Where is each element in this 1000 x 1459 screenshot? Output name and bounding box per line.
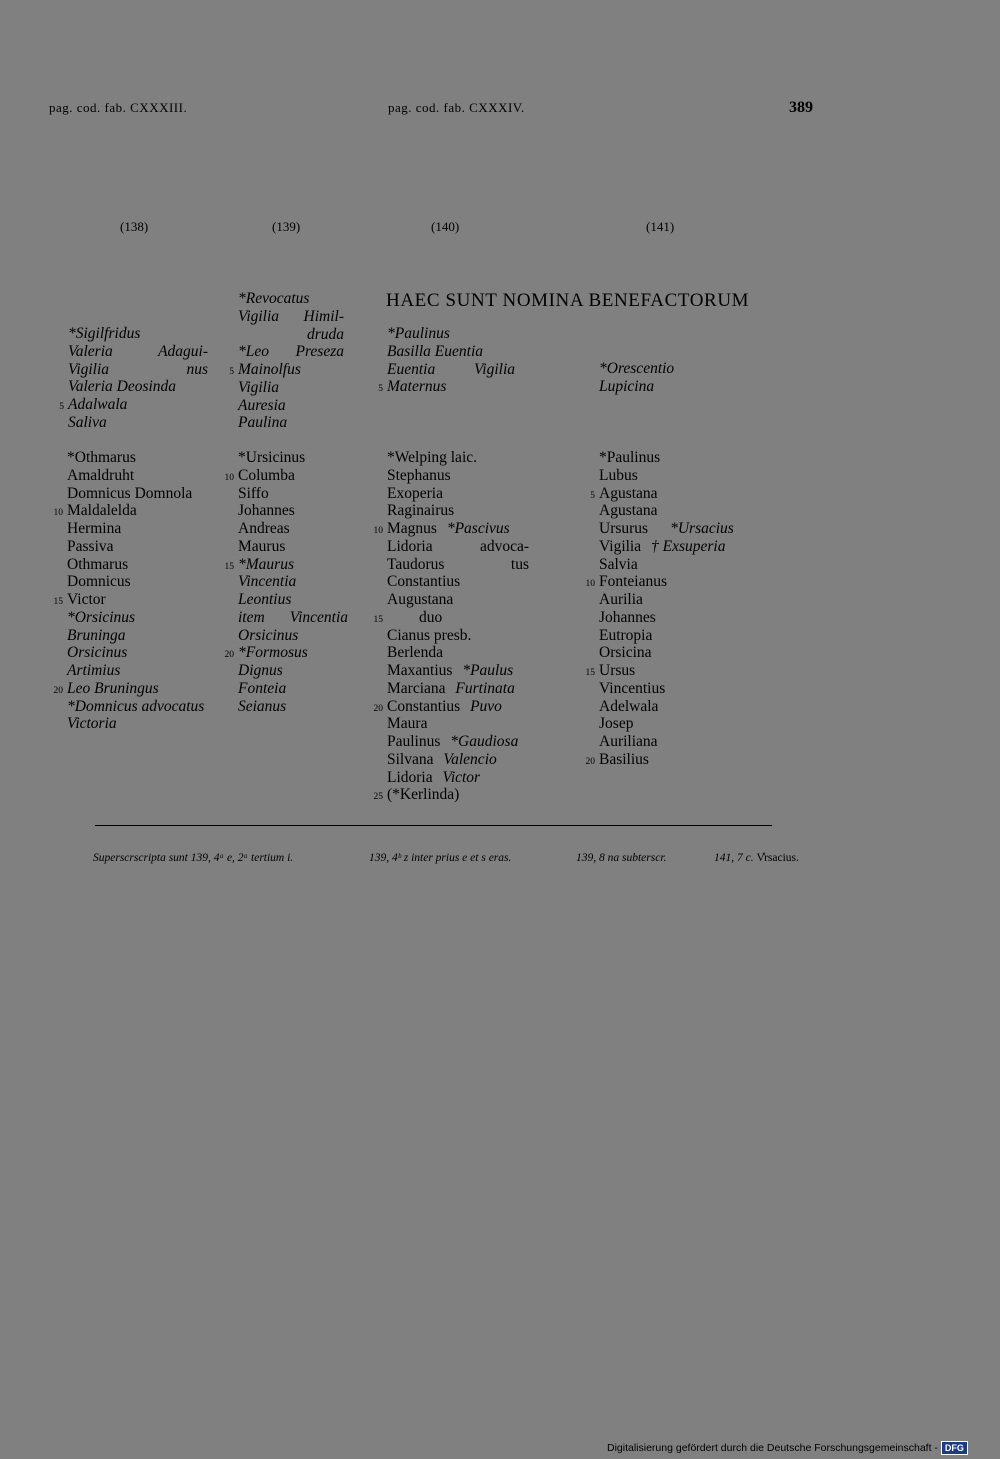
name-entry bbox=[68, 343, 208, 361]
line-number: 20 bbox=[585, 756, 595, 767]
entry-text: Saliva bbox=[68, 413, 107, 431]
entry-text: Leo Bruningus bbox=[67, 679, 159, 697]
entry-text: Basilius bbox=[599, 750, 649, 768]
name-entry bbox=[599, 502, 759, 520]
entry-text: Vincentia bbox=[238, 573, 297, 591]
name-entry bbox=[67, 520, 227, 538]
page-title: HAEC SUNT NOMINA BENEFACTORUM bbox=[386, 290, 750, 311]
name-entry bbox=[224, 555, 348, 574]
name-entry bbox=[238, 326, 344, 344]
name-entry bbox=[59, 396, 208, 414]
entry-text: Ursurus bbox=[599, 520, 649, 537]
entry-text: Constantius bbox=[387, 697, 461, 715]
name-entry bbox=[224, 466, 348, 485]
entry-text: Exoperia bbox=[387, 484, 443, 502]
line-number: 10 bbox=[373, 526, 383, 536]
entry-text: Agustana bbox=[599, 502, 658, 520]
name-entry bbox=[229, 361, 344, 379]
name-entry bbox=[387, 769, 529, 787]
name-entry bbox=[599, 733, 759, 751]
entry-text: Lidoria bbox=[387, 768, 433, 786]
column-138-block-2 bbox=[53, 449, 227, 733]
entry-text: Basilla Euentia bbox=[387, 342, 484, 360]
entry-right-text: Preseza bbox=[295, 343, 344, 361]
name-entry bbox=[599, 360, 749, 378]
footnote-3: 139, 8 na subterscr. bbox=[576, 852, 667, 864]
entry-text: Hermina bbox=[67, 520, 122, 537]
entry-text: *Leo bbox=[238, 343, 269, 361]
name-entry bbox=[67, 644, 227, 662]
name-entry bbox=[238, 502, 348, 520]
name-entry bbox=[599, 644, 759, 662]
name-entry bbox=[585, 662, 759, 680]
name-entry bbox=[387, 343, 515, 361]
entry-text: Fonteianus bbox=[599, 573, 668, 591]
entry-text: Vigilia bbox=[68, 360, 110, 378]
entry-text: Domnicus Domnola bbox=[67, 484, 193, 502]
entry-right-text: Vigilia bbox=[473, 360, 515, 378]
entry-addition: *Gaudiosa bbox=[450, 733, 519, 750]
name-entry bbox=[238, 573, 348, 591]
line-number: 20 bbox=[53, 685, 63, 696]
entry-text: Valeria Deosinda bbox=[68, 378, 177, 396]
entry-text: *Sigilfridus bbox=[68, 325, 141, 342]
entry-text: Paulina bbox=[238, 414, 288, 432]
name-entry bbox=[67, 467, 227, 485]
line-number: 10 bbox=[585, 579, 595, 590]
name-entry bbox=[238, 591, 348, 609]
entry-text: Andreas bbox=[238, 520, 290, 537]
entry-text: Orsicinus bbox=[67, 644, 128, 662]
line-number: 15 bbox=[585, 668, 595, 678]
entry-addition: Furtinata bbox=[455, 679, 515, 697]
entry-text: Josep bbox=[599, 715, 634, 733]
entry-text: Dignus bbox=[238, 662, 283, 679]
entry-text: Auriliana bbox=[599, 733, 658, 750]
name-entry bbox=[238, 520, 348, 538]
entry-text: Magnus bbox=[387, 520, 437, 537]
entry-text: Victoria bbox=[67, 715, 117, 733]
name-entry bbox=[599, 627, 759, 645]
entry-text: Vigilia bbox=[238, 378, 280, 396]
name-entry bbox=[387, 662, 529, 680]
entry-text: Lidoria bbox=[387, 537, 433, 555]
name-entry bbox=[387, 467, 529, 485]
line-number: 20 bbox=[224, 650, 234, 661]
name-entry bbox=[387, 502, 529, 520]
entry-text: Maura bbox=[387, 715, 428, 733]
entry-text: Taudorus bbox=[387, 555, 445, 573]
name-entry bbox=[599, 609, 759, 627]
name-entry bbox=[387, 751, 529, 769]
name-entry bbox=[238, 343, 344, 361]
name-entry bbox=[387, 733, 529, 751]
name-entry bbox=[67, 662, 227, 680]
dfg-logo: DFG bbox=[941, 1441, 968, 1455]
column-number-138: (138) bbox=[120, 219, 149, 234]
line-number: 15 bbox=[373, 614, 383, 625]
entry-addition: *Ursacius bbox=[670, 520, 734, 537]
column-139-block-2 bbox=[224, 449, 348, 715]
name-entry bbox=[387, 449, 529, 467]
footnote-2: 139, 4ᵇ z inter prius e et s eras. bbox=[369, 852, 512, 864]
entry-text: Vincentius bbox=[599, 679, 666, 697]
line-number: 25 bbox=[373, 792, 383, 803]
entry-right-text: Himil- bbox=[303, 307, 344, 325]
entry-text: Constantius bbox=[387, 573, 461, 591]
entry-text: Aurilia bbox=[599, 591, 643, 608]
entry-text: Adalwala bbox=[68, 396, 128, 413]
entry-addition: Valencio bbox=[443, 750, 497, 768]
entry-text: Stephanus bbox=[387, 466, 451, 484]
line-number: 15 bbox=[224, 561, 234, 572]
entry-addition: *Paulus bbox=[462, 662, 514, 679]
line-number: 15 bbox=[53, 597, 63, 607]
name-entry bbox=[68, 325, 208, 343]
name-entry bbox=[585, 573, 759, 591]
line-number: 20 bbox=[373, 703, 383, 714]
name-entry bbox=[67, 715, 227, 733]
name-entry bbox=[67, 573, 227, 591]
name-entry bbox=[238, 627, 348, 645]
name-entry bbox=[238, 414, 344, 432]
column-141-block-2 bbox=[585, 449, 759, 769]
entry-right-text: nus bbox=[186, 360, 208, 378]
name-entry bbox=[238, 609, 348, 627]
digitization-credit bbox=[607, 1441, 968, 1455]
name-entry bbox=[238, 680, 348, 698]
name-entry bbox=[599, 591, 759, 609]
entry-text: Columba bbox=[238, 466, 295, 484]
column-number-139: (139) bbox=[272, 219, 301, 234]
entry-addition: Victor bbox=[442, 768, 481, 786]
entry-text: Maternus bbox=[387, 378, 447, 396]
entry-text: Maurus bbox=[238, 537, 286, 555]
name-entry bbox=[387, 591, 529, 609]
column-141-block-1 bbox=[599, 360, 749, 396]
name-entry bbox=[67, 698, 227, 716]
name-entry bbox=[67, 449, 227, 467]
entry-right-text: advoca- bbox=[479, 537, 529, 555]
entry-addition: Puvo bbox=[470, 697, 502, 715]
name-entry bbox=[238, 485, 348, 503]
name-entry bbox=[387, 573, 529, 591]
entry-text: Ursus bbox=[599, 662, 636, 679]
name-entry bbox=[238, 538, 348, 556]
name-entry bbox=[67, 538, 227, 556]
entry-right-text: druda bbox=[306, 325, 344, 343]
name-entry bbox=[238, 449, 348, 467]
column-140-block-2 bbox=[373, 449, 529, 804]
entry-text: Orsicinus bbox=[238, 626, 299, 644]
entry-right-text: tus bbox=[510, 555, 529, 573]
entry-text: *Orescentio bbox=[599, 360, 675, 377]
entry-text: Johannes bbox=[238, 502, 295, 520]
entry-text: Euentia bbox=[387, 360, 436, 378]
name-entry bbox=[599, 680, 759, 698]
name-entry bbox=[53, 679, 227, 698]
line-number: 5 bbox=[59, 402, 64, 412]
name-entry bbox=[373, 697, 529, 716]
name-entry bbox=[68, 361, 208, 379]
name-entry bbox=[585, 750, 759, 769]
name-entry bbox=[599, 538, 759, 556]
name-entry bbox=[67, 609, 227, 627]
entry-text: Maxantius bbox=[387, 662, 453, 679]
entry-text: Orsicina bbox=[599, 644, 652, 662]
entry-text: Vigilia bbox=[599, 537, 642, 555]
entry-text: Fonteia bbox=[238, 679, 287, 697]
entry-text: Paulinus bbox=[387, 733, 441, 750]
entry-text: Lubus bbox=[599, 466, 638, 484]
entry-text: *Ursicinus bbox=[238, 449, 306, 466]
name-entry bbox=[387, 680, 529, 698]
line-number: 10 bbox=[53, 508, 63, 519]
name-entry bbox=[387, 715, 529, 733]
name-entry bbox=[373, 608, 529, 627]
name-entry bbox=[378, 378, 515, 396]
column-number-141: (141) bbox=[646, 219, 675, 234]
entry-text: Agustana bbox=[599, 484, 658, 502]
entry-text: Lupicina bbox=[599, 377, 655, 395]
name-entry bbox=[387, 485, 529, 503]
name-entry bbox=[238, 698, 348, 716]
entry-text: Artimius bbox=[67, 662, 121, 679]
name-entry bbox=[53, 502, 227, 520]
entry-text: *Domnicus advocatus bbox=[67, 697, 205, 715]
entry-text: duo bbox=[419, 608, 443, 626]
footnote-1: Superscrscripta sunt 139, 4ᵃ e, 2ᵃ tertium i. bbox=[93, 852, 294, 864]
entry-text: Salvia bbox=[599, 555, 638, 573]
footnote-4 bbox=[714, 852, 799, 864]
name-entry bbox=[387, 644, 529, 662]
column-138-block-1 bbox=[59, 325, 208, 432]
entry-text: Mainolfus bbox=[238, 361, 301, 378]
entry-text: Amaldruht bbox=[67, 466, 135, 484]
name-entry bbox=[67, 485, 227, 503]
name-entry bbox=[599, 698, 759, 716]
header-center: pag. cod. fab. CXXXIV. bbox=[388, 100, 525, 115]
entry-right-text: Adagui- bbox=[158, 342, 208, 360]
name-entry bbox=[387, 361, 515, 379]
name-entry bbox=[68, 414, 208, 432]
column-number-140: (140) bbox=[431, 219, 460, 234]
entry-addition: *Pascivus bbox=[446, 520, 510, 537]
page-number: 389 bbox=[789, 99, 813, 116]
entry-text: *Paulinus bbox=[599, 449, 661, 466]
entry-text: Seianus bbox=[238, 697, 287, 715]
column-139-block-1 bbox=[229, 290, 344, 432]
entry-text: (*Kerlinda) bbox=[387, 786, 460, 804]
entry-text: Siffo bbox=[238, 484, 269, 502]
entry-text: *Welping laic. bbox=[387, 449, 478, 466]
name-entry bbox=[373, 786, 529, 804]
entry-text: Passiva bbox=[67, 537, 114, 555]
entry-text: Leontius bbox=[238, 591, 292, 608]
name-entry bbox=[599, 520, 759, 538]
entry-text: Auresia bbox=[238, 396, 286, 414]
name-entry bbox=[599, 467, 759, 485]
name-entry bbox=[67, 556, 227, 574]
entry-addition: † Exsuperia bbox=[651, 537, 726, 555]
name-entry bbox=[68, 378, 208, 396]
entry-text: Marciana bbox=[387, 679, 446, 697]
entry-text: Augustana bbox=[387, 591, 454, 608]
entry-text: *Revocatus bbox=[238, 290, 310, 307]
footnote-4-ref: 141, 7 c. bbox=[714, 852, 754, 864]
entry-right-text: Vincentia bbox=[289, 608, 348, 626]
name-entry bbox=[599, 378, 749, 396]
footnote-4-term: V̊rsacius. bbox=[756, 852, 799, 864]
entry-text: *Maurus bbox=[238, 555, 294, 573]
entry-text: Eutropia bbox=[599, 626, 653, 644]
entry-text: Domnicus bbox=[67, 573, 131, 591]
entry-text: Raginairus bbox=[387, 502, 455, 520]
name-entry bbox=[238, 662, 348, 680]
entry-text: *Formosus bbox=[238, 644, 308, 662]
line-number: 10 bbox=[224, 472, 234, 483]
name-entry bbox=[53, 591, 227, 609]
name-entry bbox=[373, 520, 529, 538]
name-entry bbox=[387, 538, 529, 556]
entry-text: Berlenda bbox=[387, 644, 443, 662]
line-number: 5 bbox=[229, 367, 234, 377]
credit-text: Digitalisierung gefördert durch die Deutsche Forschungsgemeinschaft - bbox=[607, 1442, 938, 1454]
entry-text: *Othmarus bbox=[67, 449, 136, 466]
entry-text: Adelwala bbox=[599, 697, 659, 715]
entry-text: Silvana bbox=[387, 750, 434, 768]
name-entry bbox=[224, 644, 348, 662]
column-140-block-1 bbox=[378, 325, 515, 396]
name-entry bbox=[67, 627, 227, 645]
footnote-rule bbox=[95, 825, 772, 826]
name-entry bbox=[238, 308, 344, 326]
entry-text: Bruninga bbox=[67, 626, 126, 644]
name-entry bbox=[238, 290, 344, 308]
name-entry bbox=[590, 484, 759, 503]
header-left: pag. cod. fab. CXXXIII. bbox=[49, 100, 188, 115]
entry-text: Johannes bbox=[599, 608, 656, 626]
entry-text: *Paulinus bbox=[387, 325, 450, 342]
name-entry bbox=[599, 556, 759, 574]
line-number: 5 bbox=[590, 490, 595, 501]
name-entry bbox=[238, 397, 344, 415]
entry-text: Othmarus bbox=[67, 555, 129, 573]
entry-text: *Orsicinus bbox=[67, 608, 136, 626]
line-number: 5 bbox=[378, 384, 383, 395]
name-entry bbox=[387, 556, 529, 574]
entry-text: Valeria bbox=[68, 342, 113, 360]
entry-text: Vigilia bbox=[238, 307, 280, 325]
name-entry bbox=[238, 379, 344, 397]
entry-text: Victor bbox=[67, 591, 106, 608]
entry-text: Maldalelda bbox=[67, 502, 137, 520]
name-entry bbox=[599, 715, 759, 733]
name-entry bbox=[387, 627, 529, 645]
name-entry bbox=[387, 325, 515, 343]
entry-text: item bbox=[238, 608, 265, 626]
name-entry bbox=[599, 449, 759, 467]
entry-text: Cianus presb. bbox=[387, 626, 472, 644]
